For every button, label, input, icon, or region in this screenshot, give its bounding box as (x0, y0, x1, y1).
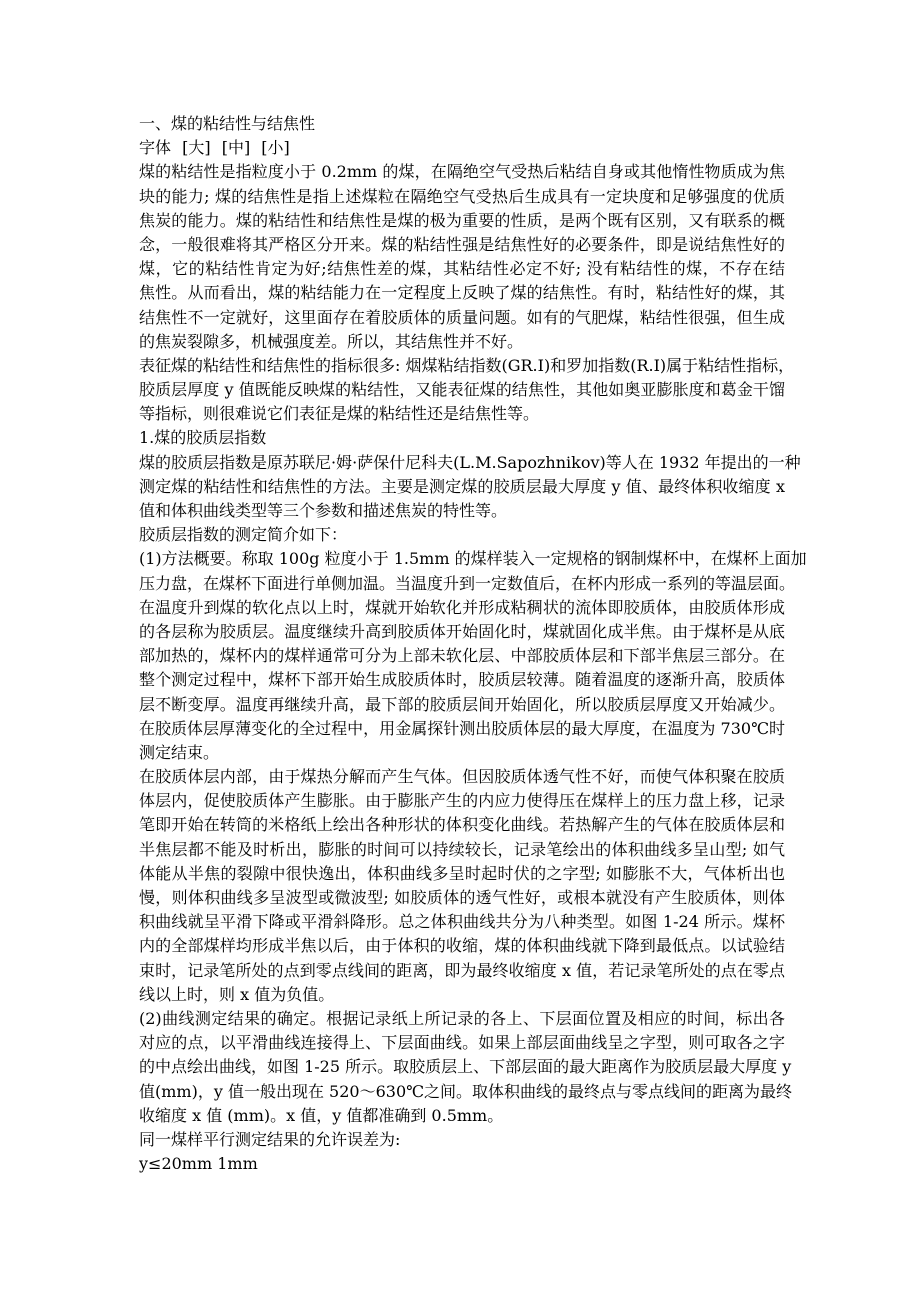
text-line: 收缩度 x 值 (mm)。x 值，y 值都准确到 0.5mm。 (139, 1105, 504, 1125)
document-body (139, 112, 807, 1176)
text-line: 体能从半焦的裂隙中很快逸出，体积曲线多呈时起时伏的之字型; 如膨胀不大，气体析出也 (139, 863, 785, 883)
text-line: 煤的粘结性是指粒度小于 0.2mm 的煤，在隔绝空气受热后粘结自身或其他惰性物质成为焦 (139, 162, 785, 182)
text-line: (2)曲线测定结果的确定。根据记录纸上所记录的各上、下层面位置及相应的时间，标出各 (139, 1008, 785, 1028)
text-line: 慢，则体积曲线多呈波型或微波型; 如胶质体的透气性好，或根本就没有产生胶质体，则体 (139, 888, 785, 907)
text-line: 煤，它的粘结性肯定为好;结焦性差的煤，其粘结性必定不好; 没有粘结性的煤，不存在结 (139, 259, 785, 279)
font-size-medium-link[interactable]: [中] (221, 138, 251, 158)
text-line: 煤的胶质层指数是原苏联尼·姆·萨保什尼科夫(L.M.Sapozhnikov)等人在 1932 年提出的一种 (139, 452, 801, 472)
text-line: 的中点绘出曲线，如图 1-25 所示。取胶质层上、下部层面的最大距离作为胶质层最大厚度 y (139, 1057, 792, 1077)
text-line: 半焦层都不能及时析出，膨胀的时间可以持续较长，记录笔绘出的体积曲线多呈山型; 如气 (139, 839, 785, 859)
text-line: 焦性。从而看出，煤的粘结能力在一定程度上反映了煤的结焦性。有时，粘结性好的煤，其 (139, 283, 785, 303)
page-title: 一、煤的粘结性与结焦性 (139, 114, 316, 133)
text-line: 压力盘，在煤杯下面进行单侧加温。当温度升到一定数值后，在杯内形成一系列的等温层面。 (139, 573, 796, 593)
text-line: 胶质层厚度 y 值既能反映煤的粘结性，又能表征煤的结焦性，其他如奥亚膨胀度和葛金干馏 (139, 380, 785, 400)
font-size-large-link[interactable]: [大] (182, 138, 211, 158)
text-line: 笔即开始在转筒的米格纸上绘出各种形状的体积变化曲线。若热解产生的气体在胶质体层和 (139, 815, 785, 835)
text-line: 测定煤的粘结性和结焦性的方法。主要是测定煤的胶质层最大厚度 y 值、最终体积收缩度 x (139, 476, 785, 496)
text-line: 测定结束。 (139, 742, 220, 762)
text-line: 1.煤的胶质层指数 (139, 428, 267, 448)
text-line: 表征煤的粘结性和结焦性的指标很多: 烟煤粘结指数(GR.I)和罗加指数(R.I)属于粘结性指标， (139, 355, 795, 375)
text-line: 束时，记录笔所处的点到零点线间的距离，即为最终收缩度 x 值，若记录笔所处的点在零点 (139, 960, 785, 980)
font-size-small-link[interactable]: [小] (261, 138, 290, 158)
text-line: 结焦性不一定就好，这里面存在着胶质体的质量问题。如有的气肥煤，粘结性很强，但生成 (139, 307, 785, 327)
text-line: 部加热的，煤杯内的煤样通常可分为上部未软化层、中部胶质体层和下部半焦层三部分。在 (139, 646, 785, 666)
text-line: 整个测定过程中，煤杯下部开始生成胶质体时，胶质层较薄。随着温度的逐渐升高，胶质体 (139, 670, 785, 690)
font-size-selector (139, 136, 785, 160)
article-text (139, 160, 807, 1176)
text-line: 积曲线就呈平滑下降或平滑斜降形。总之体积曲线共分为八种类型。如图 1-24 所示。煤杯 (139, 912, 785, 932)
text-line: 线以上时，则 x 值为负值。 (139, 984, 335, 1004)
text-line: 层不断变厚。温度再继续升高，最下部的胶质层间开始固化，所以胶质层厚度又开始减少。 (139, 694, 785, 714)
text-line: y≤20mm 1mm (139, 1154, 258, 1174)
text-line: 焦炭的能力。煤的粘结性和结焦性是煤的极为重要的性质，是两个既有区别，又有联系的概 (139, 210, 785, 230)
text-line: 体层内，促使胶质体产生膨胀。由于膨胀产生的内应力使得压在煤样上的压力盘上移，记录 (139, 791, 785, 811)
text-line: 在温度升到煤的软化点以上时，煤就开始软化并形成粘稠状的流体即胶质体，由胶质体形成 (139, 597, 785, 617)
text-line: 值和体积曲线类型等三个参数和描述焦炭的特性等。 (139, 501, 508, 520)
text-line: 在胶质体层内部，由于煤热分解而产生气体。但因胶质体透气性不好，而使气体积聚在胶质 (139, 767, 785, 787)
text-line: (1)方法概要。称取 100g 粒度小于 1.5mm 的煤样装入一定规格的钢制煤杯中，在煤杯上面加 (139, 549, 807, 569)
text-line: 对应的点，以平滑曲线连接得上、下层面曲线。如果上部层面曲线呈之字型，则可取各之字 (139, 1033, 785, 1053)
text-line: 胶质层指数的测定简介如下： (139, 525, 348, 545)
text-line: 块的能力; 煤的结焦性是指上述煤粒在隔绝空气受热后生成具有一定块度和足够强度的优质 (139, 186, 785, 206)
font-size-label: 字体 (139, 138, 172, 158)
text-line: 念，一般很难将其严格区分开来。煤的粘结性强是结焦性好的必要条件，即是说结焦性好的 (139, 234, 785, 254)
text-line: 等指标，则很难说它们表征是煤的粘结性还是结焦性等。 (139, 404, 540, 424)
text-line: 的焦炭裂隙多，机械强度差。所以，其结焦性并不好。 (139, 331, 524, 351)
text-line: 在胶质体层厚薄变化的全过程中，用金属探针测出胶质体层的最大厚度，在温度为 730℃时 (139, 718, 785, 738)
text-line: 的各层称为胶质层。温度继续升高到胶质体开始固化时，煤就固化成半焦。由于煤杯是从底 (139, 621, 785, 641)
text-line: 同一煤样平行测定结果的允许误差为: (139, 1129, 401, 1149)
text-line: 内的全部煤样均形成半焦以后，由于体积的收缩，煤的体积曲线就下降到最低点。以试验结 (139, 936, 785, 956)
text-line: 值(mm)，y 值一般出现在 520～630℃之间。取体积曲线的最终点与零点线间的距离为最终 (139, 1081, 793, 1101)
